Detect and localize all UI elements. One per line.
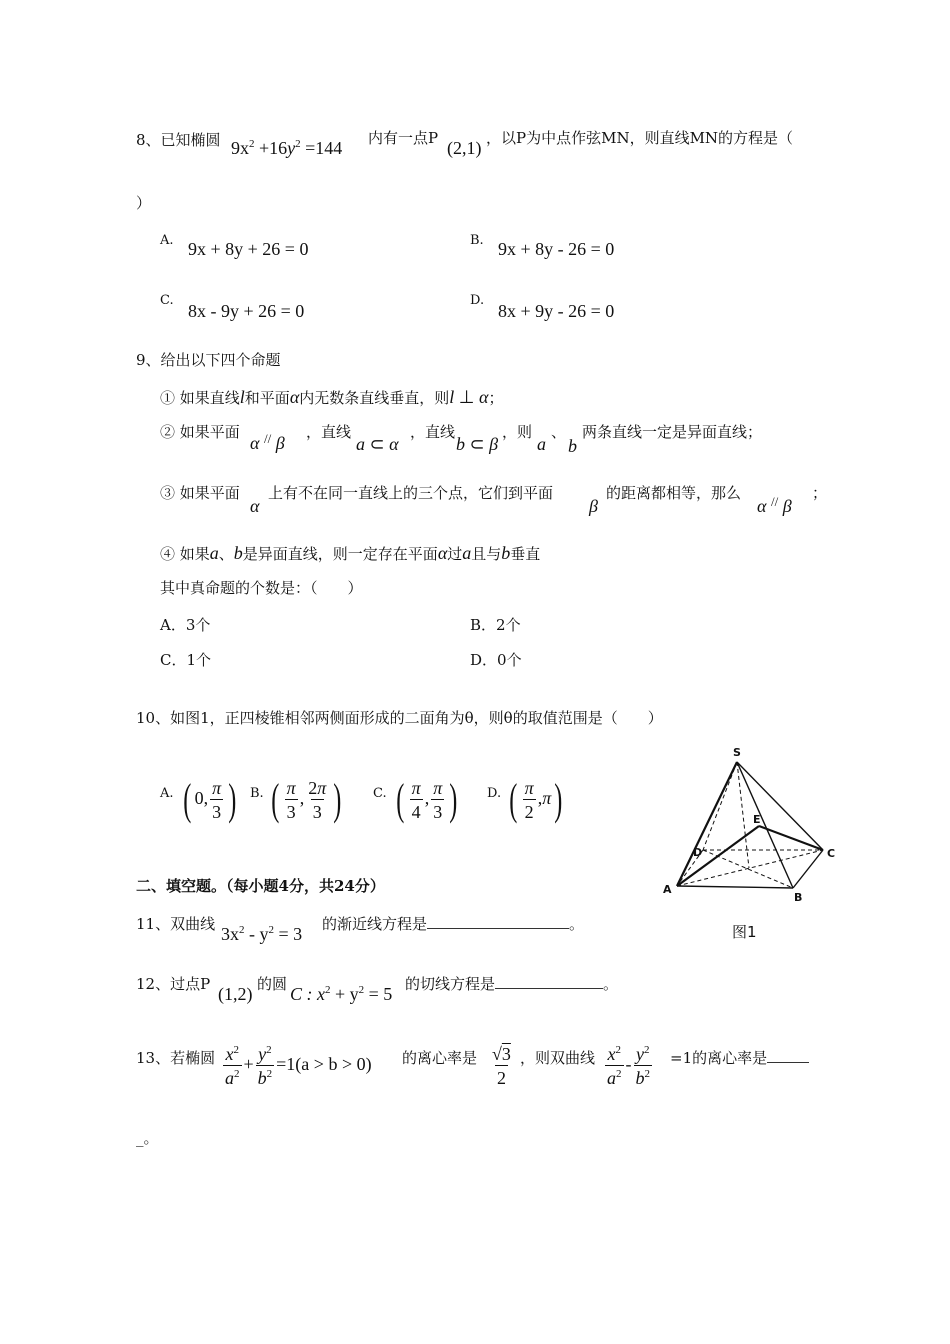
q8-option-b: 9x + 8y - 26 = 0 <box>498 239 615 259</box>
edge-ab <box>677 886 793 888</box>
q9-p3-beta: β <box>589 496 598 516</box>
q9-proposition-3: ③ 如果平面 <box>160 484 240 502</box>
q12-prefix: 12、过点P <box>136 975 211 993</box>
label-d: D <box>693 846 703 859</box>
q11-prefix: 11、双曲线 <box>136 915 216 933</box>
q8-stem: 8、已知椭圆 <box>136 131 221 149</box>
q10-option-d: ( $\frac{\pi}{2}$ ,π) <box>509 775 563 824</box>
q8-point: (2,1) <box>447 138 482 158</box>
q8-close-paren: ） <box>136 194 152 212</box>
q8-option-d: 8x + 9y - 26 = 0 <box>498 301 615 321</box>
q9-p3-alpha-parallel-beta: α // β <box>757 494 792 516</box>
q12-suffix: 的切线方程是 。 <box>405 975 619 993</box>
q9-p2-a-in-alpha: a ⊂ α <box>356 434 399 454</box>
q9-proposition-4: ④ 如果a、b是异面直线，则一定存在平面α过a且与b垂直 <box>160 543 541 563</box>
q9-p2-b-in-beta: b ⊂ β <box>456 434 499 454</box>
q9-p2-text-e: 、 <box>551 423 567 441</box>
label-c: C <box>827 847 836 860</box>
q9-p2-a: a <box>537 434 546 454</box>
q9-option-b: B．2个 <box>470 616 521 634</box>
q8-mid-text: 内有一点P <box>368 129 439 147</box>
label-a: A <box>663 883 672 896</box>
q9-option-c: C．1个 <box>160 651 212 669</box>
q13-eccentricity: $\frac{√3}{2}$ <box>492 1044 511 1088</box>
q8-option-c: 8x - 9y + 26 = 0 <box>188 301 305 321</box>
q13-prefix: 13、若椭圆 <box>136 1049 216 1067</box>
q9-p3-text-c: 的距离都相等，那么 <box>606 484 742 502</box>
q12-circle-equation: C : $x^2 + y^2 = 5$ <box>290 984 393 1004</box>
q11-equation: $3x^2 - y^2 = 3$ <box>221 924 303 944</box>
q9-proposition-1: ① 如果直线l和平面α内无数条直线垂直，则l ⊥ α； <box>160 387 504 407</box>
q9-p2-text-c: ，直线 <box>410 423 456 441</box>
q13-hyperbola: $\frac{x^2}{a^2}$ - $\frac{y^2}{b^2}$ <box>607 1044 650 1088</box>
edge-ec <box>759 826 823 850</box>
q9-p2-text-b: ，直线 <box>306 423 352 441</box>
q10-option-b-label: B. <box>250 786 264 801</box>
q8-suffix: ，以P为中点作弦MN，则直线MN的方程是（ <box>486 129 794 147</box>
edge-sd <box>703 762 737 850</box>
label-s: S <box>733 746 741 759</box>
q12-point: (1,2) <box>218 984 253 1004</box>
q9-p3-alpha: α <box>250 496 260 516</box>
q10-option-c: ( $\frac{\pi}{4}$ , $\frac{\pi}{3}$ ) <box>396 775 458 824</box>
q13-mid: 的离心率是 <box>402 1049 478 1067</box>
edge-height <box>737 762 749 868</box>
q8-option-d-label: D. <box>470 293 485 308</box>
label-e: E <box>753 813 761 826</box>
q10-stem: 10、如图1，正四棱锥相邻两侧面形成的二面角为θ，则θ的取值范围是（ ） <box>136 709 663 727</box>
q10-option-a-label: A. <box>160 786 174 801</box>
q12-answer-blank[interactable] <box>495 988 603 989</box>
q10-option-a: ( 0, $\frac{\pi}{3}$ ) <box>183 775 237 824</box>
q10-option-b: ( $\frac{\pi}{3}$ , $\frac{2\pi}{3}$ ) <box>271 775 342 824</box>
q9-option-d: D．0个 <box>470 651 522 669</box>
q9-p3-text-d: ； <box>812 484 828 502</box>
q8-option-a-label: A. <box>160 233 174 248</box>
pyramid-figure <box>655 740 845 910</box>
q9-option-a: A．3个 <box>160 616 211 634</box>
q8-option-c-label: C. <box>160 293 174 308</box>
q9-proposition-2: ② 如果平面 <box>160 423 240 441</box>
q13-ellipse: $\frac{x^2}{a^2}$ + $\frac{y^2}{b^2}$ =1(a > b > 0) <box>225 1044 372 1088</box>
q11-suffix: 的渐近线方程是 。 <box>322 915 585 933</box>
q8-option-a: 9x + 8y + 26 = 0 <box>188 239 309 259</box>
q9-p2-alpha-parallel-beta: α // β <box>250 431 285 453</box>
q9-title: 9、给出以下四个命题 <box>136 351 281 369</box>
q9-p2-text-f: 两条直线一定是异面直线； <box>582 423 763 441</box>
q9-p2-b: b <box>568 436 577 456</box>
q13-answer-blank[interactable] <box>767 1062 809 1063</box>
q8-option-b-label: B. <box>470 233 484 248</box>
q12-mid: 的圆 <box>257 975 288 993</box>
edge-sc <box>737 762 823 850</box>
q10-option-c-label: C. <box>373 786 387 801</box>
edge-sa <box>677 762 737 886</box>
figure-caption: 图1 <box>732 923 757 941</box>
label-b: B <box>794 891 803 904</box>
q9-p2-text-d: ，则 <box>502 423 533 441</box>
q13-mid2: ，则双曲线 <box>520 1049 596 1067</box>
edge-bc <box>793 850 823 888</box>
q13-tail: _。 <box>136 1129 159 1147</box>
q13-suffix: =1的离心率是 <box>670 1051 809 1066</box>
q11-answer-blank[interactable] <box>427 928 569 929</box>
q10-option-d-label: D. <box>487 786 502 801</box>
q9-ask: 其中真命题的个数是：（ ） <box>160 579 363 597</box>
q9-p3-text-b: 上有不在同一直线上的三个点，它们到平面 <box>268 484 554 502</box>
q8-ellipse-equation: $9x^2 +16y^2 =144$ <box>231 138 343 158</box>
section-title: 二、填空题。（每小题4分，共24分） <box>136 877 385 895</box>
